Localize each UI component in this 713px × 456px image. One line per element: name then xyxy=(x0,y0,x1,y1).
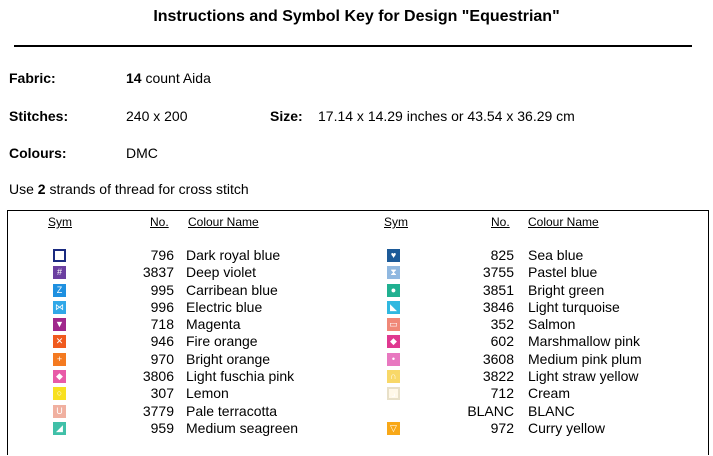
key-row xyxy=(348,351,708,368)
colour-name: Medium seagreen xyxy=(186,419,299,436)
colour-number: 825 xyxy=(490,247,514,263)
colour-name: Curry yellow xyxy=(528,419,606,436)
dot-icon: • xyxy=(387,353,400,366)
colour-number: 972 xyxy=(490,419,514,436)
colour-number: 712 xyxy=(490,385,514,402)
colour-number: 3846 xyxy=(482,298,514,315)
half-triangle-icon: ◢ xyxy=(53,422,66,435)
key-row xyxy=(348,299,708,316)
hourglass-icon: ⧗ xyxy=(387,266,400,279)
key-row xyxy=(348,282,708,299)
x-icon: ✕ xyxy=(53,335,66,348)
fabric-label: Fabric: xyxy=(9,70,56,86)
colour-number: 995 xyxy=(150,281,174,298)
bowtie-icon: ⋈ xyxy=(55,301,64,312)
square-lines-icon: ▭ xyxy=(387,318,400,331)
colour-name: Electric blue xyxy=(186,298,263,315)
colour-number: 3806 xyxy=(142,368,174,385)
header-sym-left: Sym xyxy=(48,215,72,229)
corner-icon: ⌟ xyxy=(387,387,400,400)
key-row xyxy=(348,385,708,402)
strands-pre: Use xyxy=(9,181,38,197)
key-row xyxy=(8,385,358,402)
strands-post: strands of thread for cross stitch xyxy=(45,181,249,197)
plus-icon: + xyxy=(53,353,66,366)
colour-number: 3779 xyxy=(142,402,174,419)
strands-instruction xyxy=(9,181,249,197)
colour-name: Medium pink plum xyxy=(528,350,642,367)
colour-number: 602 xyxy=(490,333,514,350)
colour-number: 718 xyxy=(150,316,174,333)
header-no-right: No. xyxy=(491,215,510,229)
colours-value: DMC xyxy=(126,145,158,161)
colour-name: Magenta xyxy=(186,316,241,333)
circle-icon: ○ xyxy=(53,387,66,400)
stitches-value: 240 x 200 xyxy=(126,108,188,124)
colour-number: 959 xyxy=(150,419,174,436)
colour-name: Salmon xyxy=(528,316,576,333)
stitches-label: Stitches: xyxy=(9,108,69,124)
colour-number: 970 xyxy=(150,350,174,367)
colour-number: 796 xyxy=(150,247,174,263)
left-key-column xyxy=(8,247,358,437)
key-row xyxy=(8,264,358,281)
key-row xyxy=(8,316,358,333)
header-no-left: No. xyxy=(150,215,169,229)
colour-name: Fire orange xyxy=(186,333,258,350)
title-divider xyxy=(14,45,692,47)
key-row xyxy=(348,368,708,385)
size-label: Size: xyxy=(270,108,303,124)
diamond-icon: ◆ xyxy=(387,335,400,348)
header-sym-right: Sym xyxy=(384,215,408,229)
key-row xyxy=(348,403,708,420)
colour-name: Light straw yellow xyxy=(528,368,639,385)
colour-name: BLANC xyxy=(528,402,575,419)
arch-icon: ∩ xyxy=(387,370,400,383)
key-row xyxy=(348,264,708,281)
colour-name: Bright orange xyxy=(186,350,271,367)
colour-name: Sea blue xyxy=(528,247,584,263)
colour-number: 3608 xyxy=(482,350,514,367)
strands-count: 2 xyxy=(37,181,46,197)
colour-name: Pale terracotta xyxy=(186,402,278,419)
colour-name: Lemon xyxy=(186,385,229,402)
key-row xyxy=(8,247,358,264)
fabric-value xyxy=(126,70,211,86)
colours-label: Colours: xyxy=(9,145,67,161)
colour-name: Light turquoise xyxy=(528,298,620,315)
colour-number: 307 xyxy=(150,385,174,402)
key-row xyxy=(8,299,358,316)
symbol-key-table xyxy=(7,210,709,455)
key-row xyxy=(348,333,708,350)
colour-name: Bright green xyxy=(528,281,605,298)
key-row xyxy=(8,403,358,420)
triangle-down-icon: ▼ xyxy=(53,318,66,331)
z-icon: Z xyxy=(53,284,66,297)
triangle-down-outline-icon: ▽ xyxy=(387,422,400,435)
triangle-corner-icon: ◣ xyxy=(387,301,400,314)
colour-number: 3822 xyxy=(482,368,514,385)
u-icon: U xyxy=(53,405,66,418)
colour-name: Deep violet xyxy=(186,264,257,281)
header-name-right: Colour Name xyxy=(528,215,599,229)
colour-number: 3851 xyxy=(482,281,514,298)
colour-number: BLANC xyxy=(467,402,514,419)
colour-number: 3837 xyxy=(142,264,174,281)
key-row xyxy=(8,420,358,437)
colour-number: 3755 xyxy=(482,264,514,281)
colour-name: Marshmallow pink xyxy=(528,333,641,350)
colour-name: Cream xyxy=(528,385,571,402)
colour-number: 946 xyxy=(150,333,174,350)
hash-icon: # xyxy=(53,266,66,279)
colour-name: Light fuschia pink xyxy=(186,368,295,385)
colour-number: 352 xyxy=(490,316,514,333)
key-row xyxy=(348,316,708,333)
key-row xyxy=(348,420,708,437)
colour-name: Dark royal blue xyxy=(186,247,281,263)
header-name-left: Colour Name xyxy=(188,215,259,229)
fabric-count: 14 xyxy=(126,70,142,86)
key-row xyxy=(8,368,358,385)
heart-icon: ♥ xyxy=(387,249,400,262)
colour-name: Carribean blue xyxy=(186,281,278,298)
right-key-column xyxy=(348,247,708,437)
key-row xyxy=(8,351,358,368)
circle-icon: ● xyxy=(387,284,400,297)
key-row xyxy=(8,282,358,299)
fabric-type: count Aida xyxy=(141,70,211,86)
hollow-square-icon xyxy=(53,249,66,262)
size-value: 17.14 x 14.29 inches or 43.54 x 36.29 cm xyxy=(318,108,575,124)
page-title: Instructions and Symbol Key for Design "Equestrian" xyxy=(153,8,560,25)
key-row xyxy=(8,333,358,350)
diamond-icon: ◆ xyxy=(53,370,66,383)
colour-number: 996 xyxy=(150,298,174,315)
key-row xyxy=(348,247,708,264)
colour-name: Pastel blue xyxy=(528,264,598,281)
